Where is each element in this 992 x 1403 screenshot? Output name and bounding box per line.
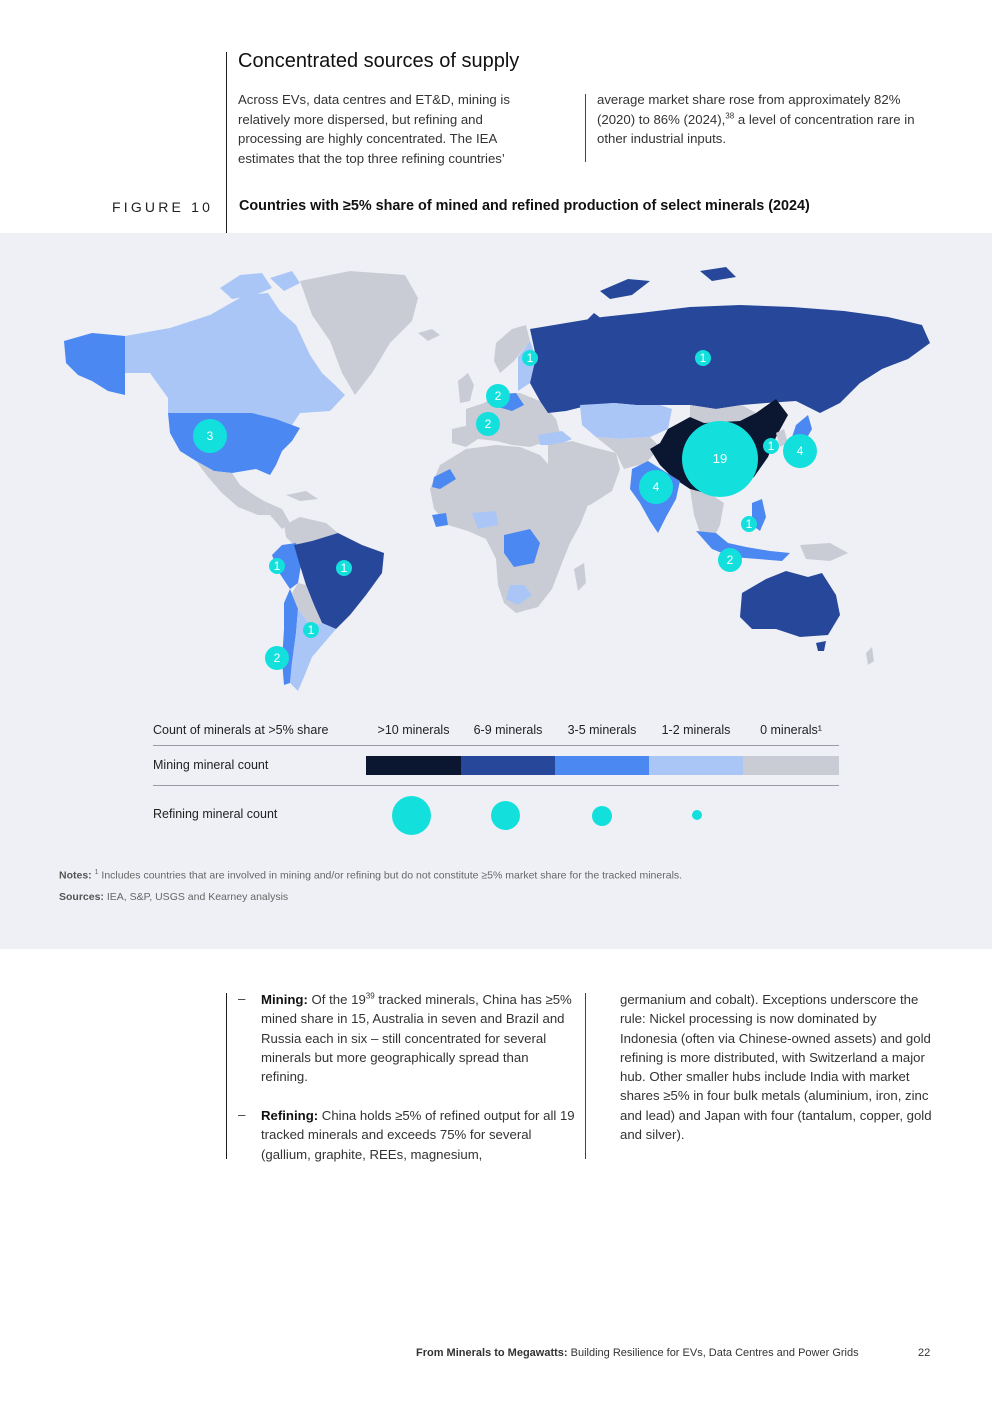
region-russia	[530, 305, 930, 413]
intro-right-paragraph: average market share rose from approximately 82% (2020) to 86% (2024),$^{38}$ a level of concentration rare in other industrial inputs.	[597, 92, 915, 146]
refining-bubble-label: 2	[273, 651, 281, 665]
region-new-guinea	[800, 543, 848, 561]
section-heading: Concentrated sources of supply	[238, 50, 520, 72]
refining-bubble-label: 3	[206, 429, 214, 443]
refining-bubble-label: 1	[745, 517, 753, 531]
refining-bubble-label: 1	[699, 351, 707, 365]
legend-refining-label: Refining mineral count	[153, 807, 278, 821]
refining-bubble-label: 2	[726, 553, 734, 567]
region-uk	[458, 373, 474, 403]
region-indonesia	[696, 531, 790, 561]
body-left-divider	[226, 993, 227, 1159]
header-divider-line	[226, 52, 227, 233]
intro-left-paragraph: Across EVs, data centres and ET&D, mining is relatively more dispersed, but refining and processing are highly concentrated. The IEA estimates that the top three refining countries’	[238, 92, 510, 166]
page-number: 22	[918, 1347, 931, 1359]
legend-bubble-3-5	[592, 806, 612, 826]
figure-sources: Sources: IEA, S&P, USGS and Kearney analysis	[59, 891, 289, 903]
legend-category-3-5: 3-5 minerals	[567, 723, 637, 737]
region-caribbean	[286, 491, 318, 501]
refining-bubble-label: 4	[796, 444, 804, 458]
mining-bullet-dash: –	[238, 991, 246, 1006]
refining-bullet-dash: –	[238, 1107, 246, 1122]
region-usa	[168, 413, 300, 475]
legend-divider-top	[153, 745, 839, 746]
legend-bubble-1-2	[692, 810, 702, 820]
legend-category-gt10: >10 minerals	[377, 723, 450, 737]
region-tasmania	[816, 641, 826, 651]
body-column-divider	[585, 993, 586, 1159]
legend-category-0: 0 minerals¹	[760, 723, 822, 737]
refining-bubble-label: 2	[484, 417, 492, 431]
region-guinea	[432, 513, 448, 527]
region-australia	[740, 571, 840, 637]
refining-bubble-label: 4	[652, 480, 660, 494]
region-kazakhstan	[580, 403, 672, 439]
figure-panel	[0, 233, 992, 949]
refining-bubble-label: 1	[526, 351, 534, 365]
legend-swatch-0	[743, 756, 839, 775]
intro-column-divider	[585, 94, 586, 162]
legend-swatch-6-9	[461, 756, 555, 775]
right-column-paragraph: germanium and cobalt). Exceptions underscore the rule: Nickel processing is now dominated by Indonesia (often via Chinese-owned assets) and gold refining is more distributed, with Switzerland a major hub. Other smaller hubs include India with market shares ≥5% in four bulk metals (aluminium, iron, zinc and lead) and Japan with four (tantalum, copper, gold and silver).	[620, 992, 932, 1143]
mining-paragraph: Mining: Of the $19^{39}$ tracked minerals, China has ≥5% mined share in 15, Australia in seven and Brazil and Russia each in six – still concentrated for several minerals but more geographically spread than refining.	[261, 991, 572, 1085]
figure-label: FIGURE 10	[112, 199, 214, 215]
legend-bubble-6-9	[491, 801, 520, 830]
refining-bubble-label: 19	[712, 451, 728, 466]
refining-bubble-label: 2	[494, 389, 502, 403]
legend-header-label: Count of minerals at >5% share	[153, 723, 329, 737]
refining-bubble-label: 1	[307, 623, 315, 637]
legend-category-6-9: 6-9 minerals	[473, 723, 543, 737]
region-madagascar	[574, 563, 586, 591]
legend-category-1-2: 1-2 minerals	[661, 723, 731, 737]
legend-divider-bottom	[153, 785, 839, 786]
legend-swatch-gt10	[366, 756, 461, 775]
figure-title: Countries with ≥5% share of mined and refined production of select minerals (2024)	[239, 198, 810, 214]
refining-bubble-label: 1	[340, 561, 348, 575]
world-map	[0, 233, 992, 703]
footer-title: From Minerals to Megawatts: Building Resilience for EVs, Data Centres and Power Grids	[416, 1347, 859, 1359]
legend-mining-label: Mining mineral count	[153, 758, 269, 772]
region-alaska	[64, 333, 125, 395]
legend-swatch-1-2	[649, 756, 743, 775]
region-iceland	[418, 329, 440, 341]
legend-swatch-3-5	[555, 756, 649, 775]
refining-paragraph: Refining: China holds ≥5% of refined output for all 19 tracked minerals and exceeds 75% for several (gallium, graphite, REEs, magnesium,	[261, 1108, 575, 1162]
figure-notes: Notes: $^1$ Includes countries that are involved in mining and/or refining but do not constitute ≥5% market share for the tracked minerals.	[59, 869, 683, 882]
refining-bubble-label: 1	[767, 439, 775, 453]
legend-bubble-gt10	[392, 796, 431, 835]
refining-bubble-label: 1	[273, 559, 281, 573]
region-new-zealand	[866, 647, 874, 665]
